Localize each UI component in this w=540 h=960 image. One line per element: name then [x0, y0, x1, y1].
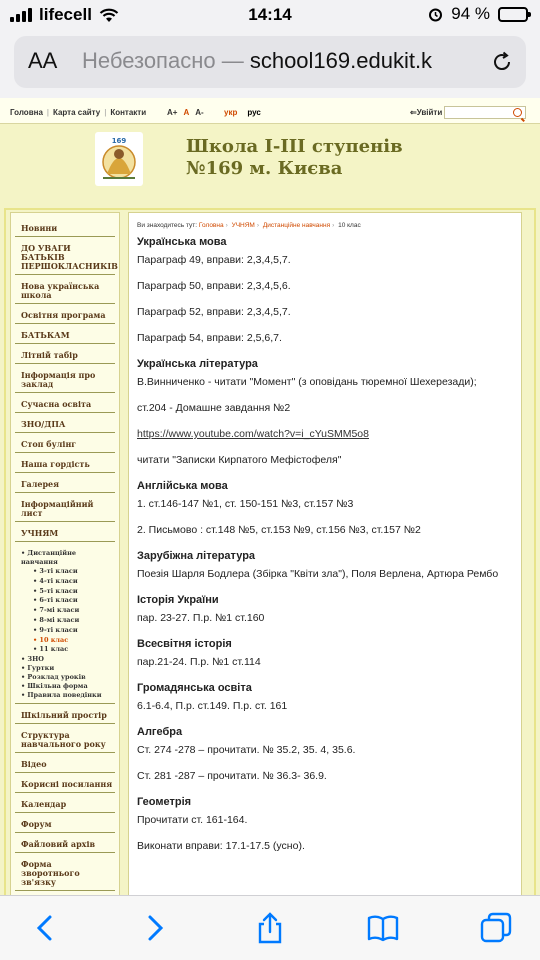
submenu-item[interactable]: • Шкільна форма — [21, 682, 113, 691]
status-right — [428, 4, 528, 24]
sidebar-item[interactable]: Корисні посилання — [15, 773, 115, 793]
forward-button[interactable] — [138, 911, 172, 945]
breadcrumb-arrow-icon: › — [332, 222, 335, 229]
assignment-text: читати "Записки Кирпатого Мефістофеля" — [137, 454, 342, 466]
subject-title: Геометрія — [137, 796, 192, 808]
class-item[interactable]: • 5-ті класи — [33, 587, 113, 597]
top-nav — [0, 98, 540, 124]
browser-toolbar — [0, 895, 540, 960]
chevron-right-icon — [138, 911, 172, 945]
assignment-text: 6.1-6.4, П.р. ст.149. П.р. ст. 161 — [137, 700, 288, 712]
site-title-line1: Школа І-ІІІ ступенів — [186, 136, 403, 157]
site-header — [0, 124, 540, 202]
web-page — [0, 98, 540, 895]
back-button[interactable] — [28, 911, 62, 945]
reader-aa-button[interactable]: AA — [28, 48, 58, 73]
insecure-label: Небезопасно — — [82, 48, 250, 73]
font-increase-button[interactable]: A+ — [167, 108, 178, 117]
sidebar-item[interactable]: Літній табір — [15, 344, 115, 364]
carrier-name: lifecell — [39, 5, 92, 24]
breadcrumb-arrow-icon: › — [256, 222, 260, 229]
site-title[interactable] — [186, 136, 403, 180]
subject-title: Українська мова — [137, 236, 227, 248]
students-submenu — [15, 542, 115, 704]
sidebar-item[interactable]: УЧНЯМ — [15, 522, 115, 542]
battery-icon — [498, 7, 528, 22]
sidebar-item[interactable]: Новини — [15, 217, 115, 237]
address-bar[interactable] — [14, 36, 526, 88]
login-link[interactable]: ⇐Увійти — [410, 108, 443, 117]
nav-separator: | — [104, 108, 107, 117]
video-link[interactable]: https://www.youtube.com/watch?v=i_cYuSMM5o8 — [137, 428, 369, 440]
sidebar-item[interactable]: БАТЬКАМ — [15, 324, 115, 344]
tabs-button[interactable] — [479, 911, 513, 945]
battery-percent: 94 % — [451, 4, 490, 23]
sidebar-item[interactable]: Наша гордість — [15, 453, 115, 473]
search-icon[interactable] — [513, 108, 522, 117]
assignment-text: Виконати вправи: 17.1-17.5 (усно). — [137, 840, 305, 852]
class-list — [21, 567, 113, 655]
lang-ukr-link[interactable]: укр — [224, 108, 238, 117]
homework-sections — [137, 236, 513, 852]
breadcrumb-current: 10 клас — [338, 222, 361, 229]
sidebar-item[interactable]: Відео — [15, 753, 115, 773]
sidebar-item[interactable]: ДО УВАГИ БАТЬКІВ ПЕРШОКЛАСНИКІВ — [15, 237, 115, 275]
bookmarks-button[interactable] — [366, 911, 400, 945]
sidebar-item[interactable]: ЗНО/ДПА — [15, 413, 115, 433]
breadcrumb-prefix: Ви знаходитесь тут: — [137, 222, 198, 229]
class-item[interactable]: • 9-ті класи — [33, 626, 113, 636]
assignment-text: пар. 23-27. П.р. №1 ст.160 — [137, 612, 265, 624]
subject-title: Всесвітня історія — [137, 638, 232, 650]
breadcrumb — [137, 222, 513, 229]
breadcrumb-students[interactable]: УЧНЯМ — [231, 222, 255, 229]
assignment-text: Поезія Шарля Бодлера (Збірка "Квіти зла"), Поля Верлена, Артюра Рембо — [137, 568, 499, 580]
reload-icon[interactable] — [490, 50, 514, 74]
share-icon — [253, 911, 287, 945]
assignment-text: пар.21-24. П.р. №1 ст.114 — [137, 656, 261, 668]
assignment-text: ст.204 - Домашне завдання №2 — [137, 402, 291, 414]
class-item[interactable]: • 6-ті класи — [33, 596, 113, 606]
assignment-text: Параграф 52, вправи: 2,3,4,5,7. — [137, 306, 291, 318]
sidebar-item[interactable]: Інформація про заклад — [15, 364, 115, 393]
assignment-text: Ст. 281 -287 – прочитати. № 36.3- 36.9. — [137, 770, 327, 782]
nav-home-link[interactable]: Головна — [10, 108, 43, 117]
submenu-item[interactable]: • Правила поведінки — [21, 691, 113, 700]
class-item[interactable]: • 7-мі класи — [33, 606, 113, 616]
font-decrease-button[interactable]: A- — [195, 108, 204, 117]
breadcrumb-arrow-icon: › — [225, 222, 228, 229]
class-item[interactable]: • 10 клас — [33, 636, 113, 646]
site-title-line2: №169 м. Києва — [186, 158, 343, 179]
assignment-text: В.Винниченко - читати "Момент" (з оповідань тюремної Шехерезади); — [137, 376, 477, 388]
submenu-item[interactable]: • Дистанційне навчання — [21, 549, 113, 567]
breadcrumb-distance[interactable]: Дистанційне навчання — [262, 222, 331, 229]
submenu-item[interactable]: • ЗНО — [21, 655, 113, 664]
url-host: school169.edukit.k — [249, 48, 433, 73]
sidebar-item[interactable]: Форма зворотнього зв'язку — [15, 853, 115, 891]
subject-title: Громадянська освіта — [137, 682, 252, 694]
assignment-text: Параграф 50, вправи: 2,3,4,5,6. — [137, 280, 291, 292]
nav-sitemap-link[interactable]: Карта сайту — [52, 108, 101, 117]
sidebar-menu — [10, 212, 120, 895]
tabs-icon — [479, 911, 513, 945]
sidebar-item[interactable]: Стоп булінг — [15, 433, 115, 453]
sidebar-item[interactable]: Інформаційний лист — [15, 493, 115, 522]
subject-title: Англійська мова — [137, 480, 228, 492]
sidebar-item[interactable]: Шкільний простір — [15, 704, 115, 724]
sidebar-item[interactable]: Структура навчального року — [15, 724, 115, 753]
svg-text:169: 169 — [111, 137, 127, 145]
breadcrumb-home[interactable]: Головна — [198, 222, 224, 229]
nav-contacts-link[interactable]: Контакти — [110, 108, 147, 117]
subject-title: Зарубіжна література — [137, 550, 256, 562]
subject-title: Алгебра — [137, 726, 183, 738]
search-input[interactable] — [444, 106, 526, 119]
book-icon — [366, 911, 400, 945]
sidebar-item[interactable]: Файловий архів — [15, 833, 115, 853]
font-normal-button[interactable]: A — [183, 108, 190, 117]
subject-title: Історія України — [137, 594, 219, 606]
assignment-text: Параграф 49, вправи: 2,3,4,5,7. — [137, 254, 291, 266]
menu-list — [11, 213, 119, 895]
class-item[interactable]: • 8-мі класи — [33, 616, 113, 626]
school-logo[interactable] — [95, 132, 143, 186]
status-bar — [0, 0, 540, 32]
main-content — [128, 212, 522, 895]
assignment-text: 1. ст.146-147 №1, ст. 150-151 №3, ст.157 №3 — [137, 498, 354, 510]
assignment-text: Параграф 54, вправи: 2,5,6,7. — [137, 332, 282, 344]
class-item[interactable]: • 11 клас — [33, 645, 113, 655]
lang-rus-link[interactable]: рус — [247, 108, 261, 117]
share-button[interactable] — [253, 911, 287, 945]
chevron-left-icon — [28, 911, 62, 945]
assignment-text: 2. Письмово : ст.148 №5, ст.153 №9, ст.156 №3, ст.157 №2 — [137, 524, 421, 536]
alarm-icon — [428, 7, 443, 22]
sidebar-item[interactable]: Календар — [15, 793, 115, 813]
sidebar-item[interactable]: Нова українська школа — [15, 275, 115, 304]
assignment-text: Прочитати ст. 161-164. — [137, 814, 248, 826]
sidebar-item[interactable]: Сучасна освіта — [15, 393, 115, 413]
assignment-text: Ст. 274 -278 – прочитати. № 35.2, 35. 4, 35.6. — [137, 744, 356, 756]
sidebar-item[interactable]: Галерея — [15, 473, 115, 493]
submenu-item[interactable]: • Гуртки — [21, 664, 113, 673]
class-item[interactable]: • 3-ті класи — [33, 567, 113, 577]
class-item[interactable]: • 4-ті класи — [33, 577, 113, 587]
nav-separator: | — [46, 108, 49, 117]
subject-title: Українська література — [137, 358, 258, 370]
browser-address-area — [0, 32, 540, 98]
sidebar-item[interactable]: Освітня програма — [15, 304, 115, 324]
clock: 14:14 — [248, 5, 292, 24]
url-text[interactable] — [82, 48, 482, 74]
sidebar-item[interactable]: Форум — [15, 813, 115, 833]
submenu-item[interactable]: • Розклад уроків — [21, 673, 113, 682]
